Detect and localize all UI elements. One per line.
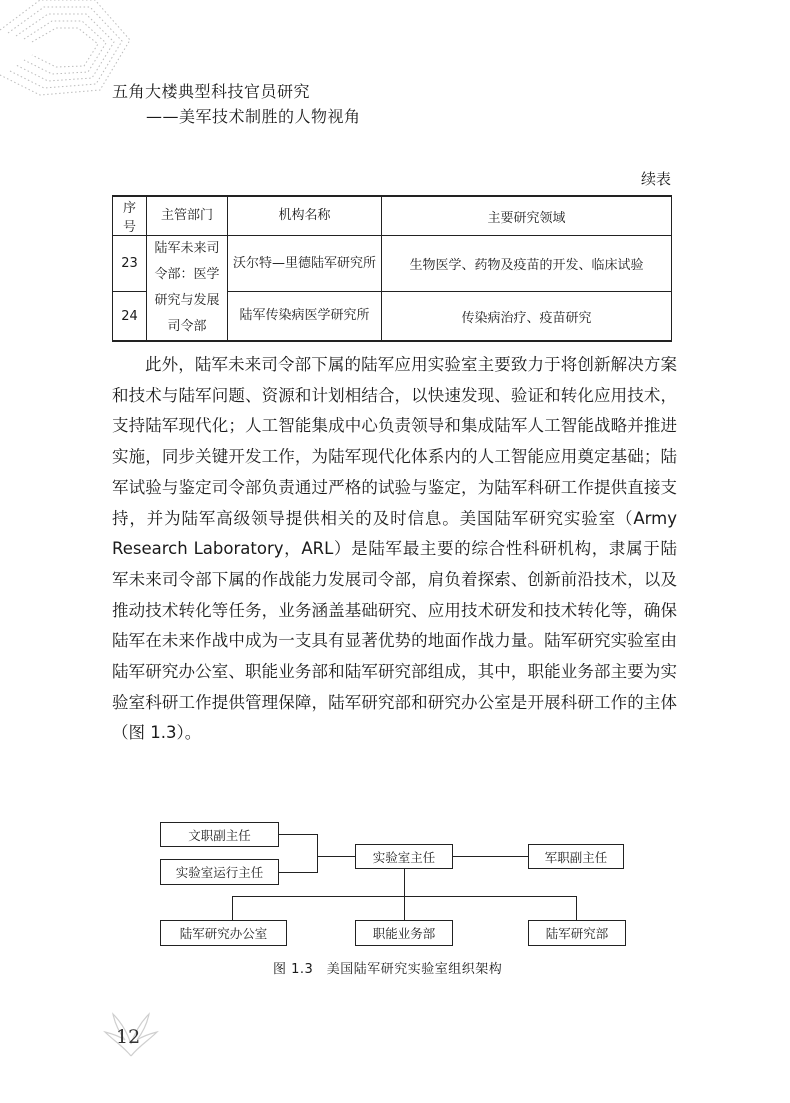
box-research-office: 陆军研究办公室	[160, 920, 287, 946]
row-no: 24	[113, 292, 147, 341]
body-paragraph: 此外，陆军未来司令部下属的陆军应用实验室主要致力于将创新解决方案和技术与陆军问题、资源和计划相结合，以快速发现、验证和转化应用技术，支持陆军现代化；人工智能集成中心负责领导和集成陆军人工智能战略并推进实施，同步关键开发工作，为陆军现代化体系内的人工智能应用奠定基础；陆军试验与鉴定司令部负责通过严格的试验与鉴定，为陆军科研工作提供直接支持，并为陆军高级领导提供相关的及时信息。美国陆军研究实验室（Army Research Laboratory，ARL）是陆军最主要的综合性科研机构，隶属于陆军未来司令部下属的作战能力发展司令部，肩负着探索、创新前沿技术，以及推动技术转化等任务，业务涵盖基础研究、应用技术研发和技术转化等，确保陆军在未来作战中成为一支具有显著优势的地面作战力量。陆军研究实验室由陆军研究办公室、职能业务部和陆军研究部组成，其中，职能业务部主要为实验室科研工作提供管理保障，陆军研究部和研究办公室是开展科研工作的主体（图 1.3）。	[112, 355, 677, 743]
body-text	[112, 350, 677, 749]
row-org: 陆军传染病医学研究所	[228, 292, 382, 341]
research-institutes-table	[112, 195, 672, 342]
header-org: 机构名称	[228, 196, 382, 236]
connector-line	[404, 896, 405, 920]
continuation-label: 续表	[640, 170, 671, 188]
box-functional-dept: 职能业务部	[355, 920, 453, 946]
figure-caption: 图 1.3 美国陆军研究实验室组织架构	[273, 962, 503, 977]
table-header-row	[113, 196, 672, 236]
box-lab-operations: 实验室运行主任	[160, 859, 279, 885]
connector-line	[317, 856, 355, 857]
box-civilian-deputy: 文职副主任	[160, 822, 279, 847]
box-military-deputy: 军职副主任	[528, 844, 624, 869]
row-org: 沃尔特—里德陆军研究所	[228, 236, 382, 292]
connector-line	[404, 868, 405, 896]
header-field: 主要研究领域	[382, 196, 672, 236]
book-subtitle: ——美军技术制胜的人物视角	[146, 107, 361, 126]
row-no: 23	[113, 236, 147, 292]
header-dept: 主管部门	[147, 196, 228, 236]
row-field: 传染病治疗、疫苗研究	[382, 292, 672, 341]
connector-line	[576, 896, 577, 920]
box-research-dept: 陆军研究部	[528, 920, 626, 946]
header-no: 序号	[113, 196, 147, 236]
connector-line	[279, 872, 317, 873]
row-dept: 陆军未来司令部：医学研究与发展司令部	[147, 236, 228, 342]
page-number: 12	[116, 1026, 141, 1048]
table-row	[113, 236, 672, 292]
connector-line	[232, 896, 233, 920]
box-lab-director: 实验室主任	[355, 844, 453, 869]
connector-line	[317, 834, 318, 873]
book-title: 五角大楼典型科技官员研究	[112, 82, 311, 101]
connector-line	[453, 856, 528, 857]
row-field: 生物医学、药物及疫苗的开发、临床试验	[382, 236, 672, 292]
connector-line	[279, 834, 317, 835]
